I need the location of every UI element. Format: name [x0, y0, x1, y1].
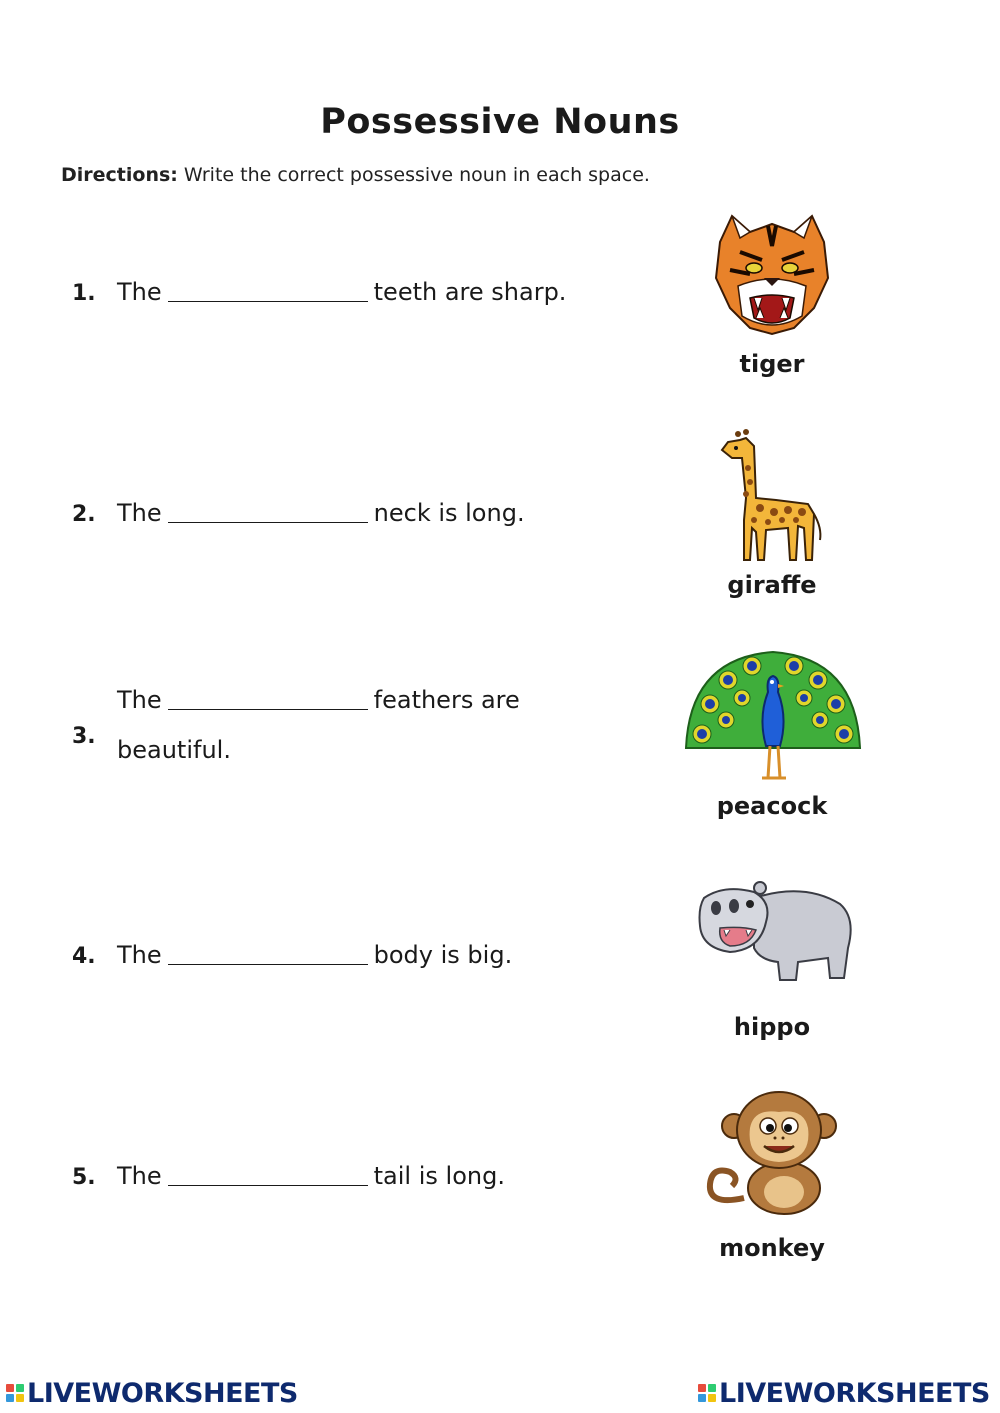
question-tail: tail is long. [373, 1162, 505, 1190]
monkey-icon [704, 1088, 838, 1218]
question-lead: The [117, 941, 162, 969]
answer-input-2[interactable] [170, 497, 374, 533]
page-title: Possessive Nouns [320, 102, 680, 142]
question-tail: neck is long. [373, 499, 525, 527]
animal-label: tiger [739, 350, 805, 378]
animal-label: monkey [719, 1234, 825, 1262]
answer-input-4[interactable] [170, 939, 374, 975]
answer-input-3[interactable] [170, 684, 374, 720]
giraffe-icon [716, 428, 826, 562]
answer-input-1[interactable] [170, 276, 374, 312]
question-number: 1. [72, 281, 96, 306]
question-lead: The [117, 1162, 162, 1190]
directions [61, 164, 650, 186]
liveworksheets-logo-icon [698, 1384, 716, 1402]
answer-input-5[interactable] [170, 1160, 374, 1196]
directions-label: Directions: [61, 164, 178, 186]
question-tail: feathers are [373, 686, 520, 714]
question-tail: teeth are sharp. [373, 278, 567, 306]
animal-label: giraffe [727, 571, 817, 599]
footer-logo-left[interactable] [6, 1375, 298, 1411]
tiger-icon [710, 212, 834, 336]
question-number: 3. [72, 724, 96, 749]
question-3-continuation: beautiful. [117, 736, 231, 764]
animal-label: hippo [733, 1013, 811, 1041]
question-number: 2. [72, 502, 96, 527]
hippo-icon [694, 878, 858, 984]
question-number: 5. [72, 1165, 96, 1190]
peacock-icon [680, 648, 866, 784]
question-number: 4. [72, 944, 96, 969]
question-lead: The [117, 278, 162, 306]
footer-logo-right[interactable] [698, 1375, 990, 1411]
question-lead: The [117, 686, 162, 714]
footer-brand: LIVEWORKSHEETS [27, 1377, 298, 1409]
question-lead: The [117, 499, 162, 527]
footer-brand: LIVEWORKSHEETS [719, 1377, 990, 1409]
animal-label: peacock [716, 792, 828, 820]
directions-text: Write the correct possessive noun in each space. [177, 164, 650, 186]
liveworksheets-logo-icon [6, 1384, 24, 1402]
question-tail: body is big. [373, 941, 513, 969]
